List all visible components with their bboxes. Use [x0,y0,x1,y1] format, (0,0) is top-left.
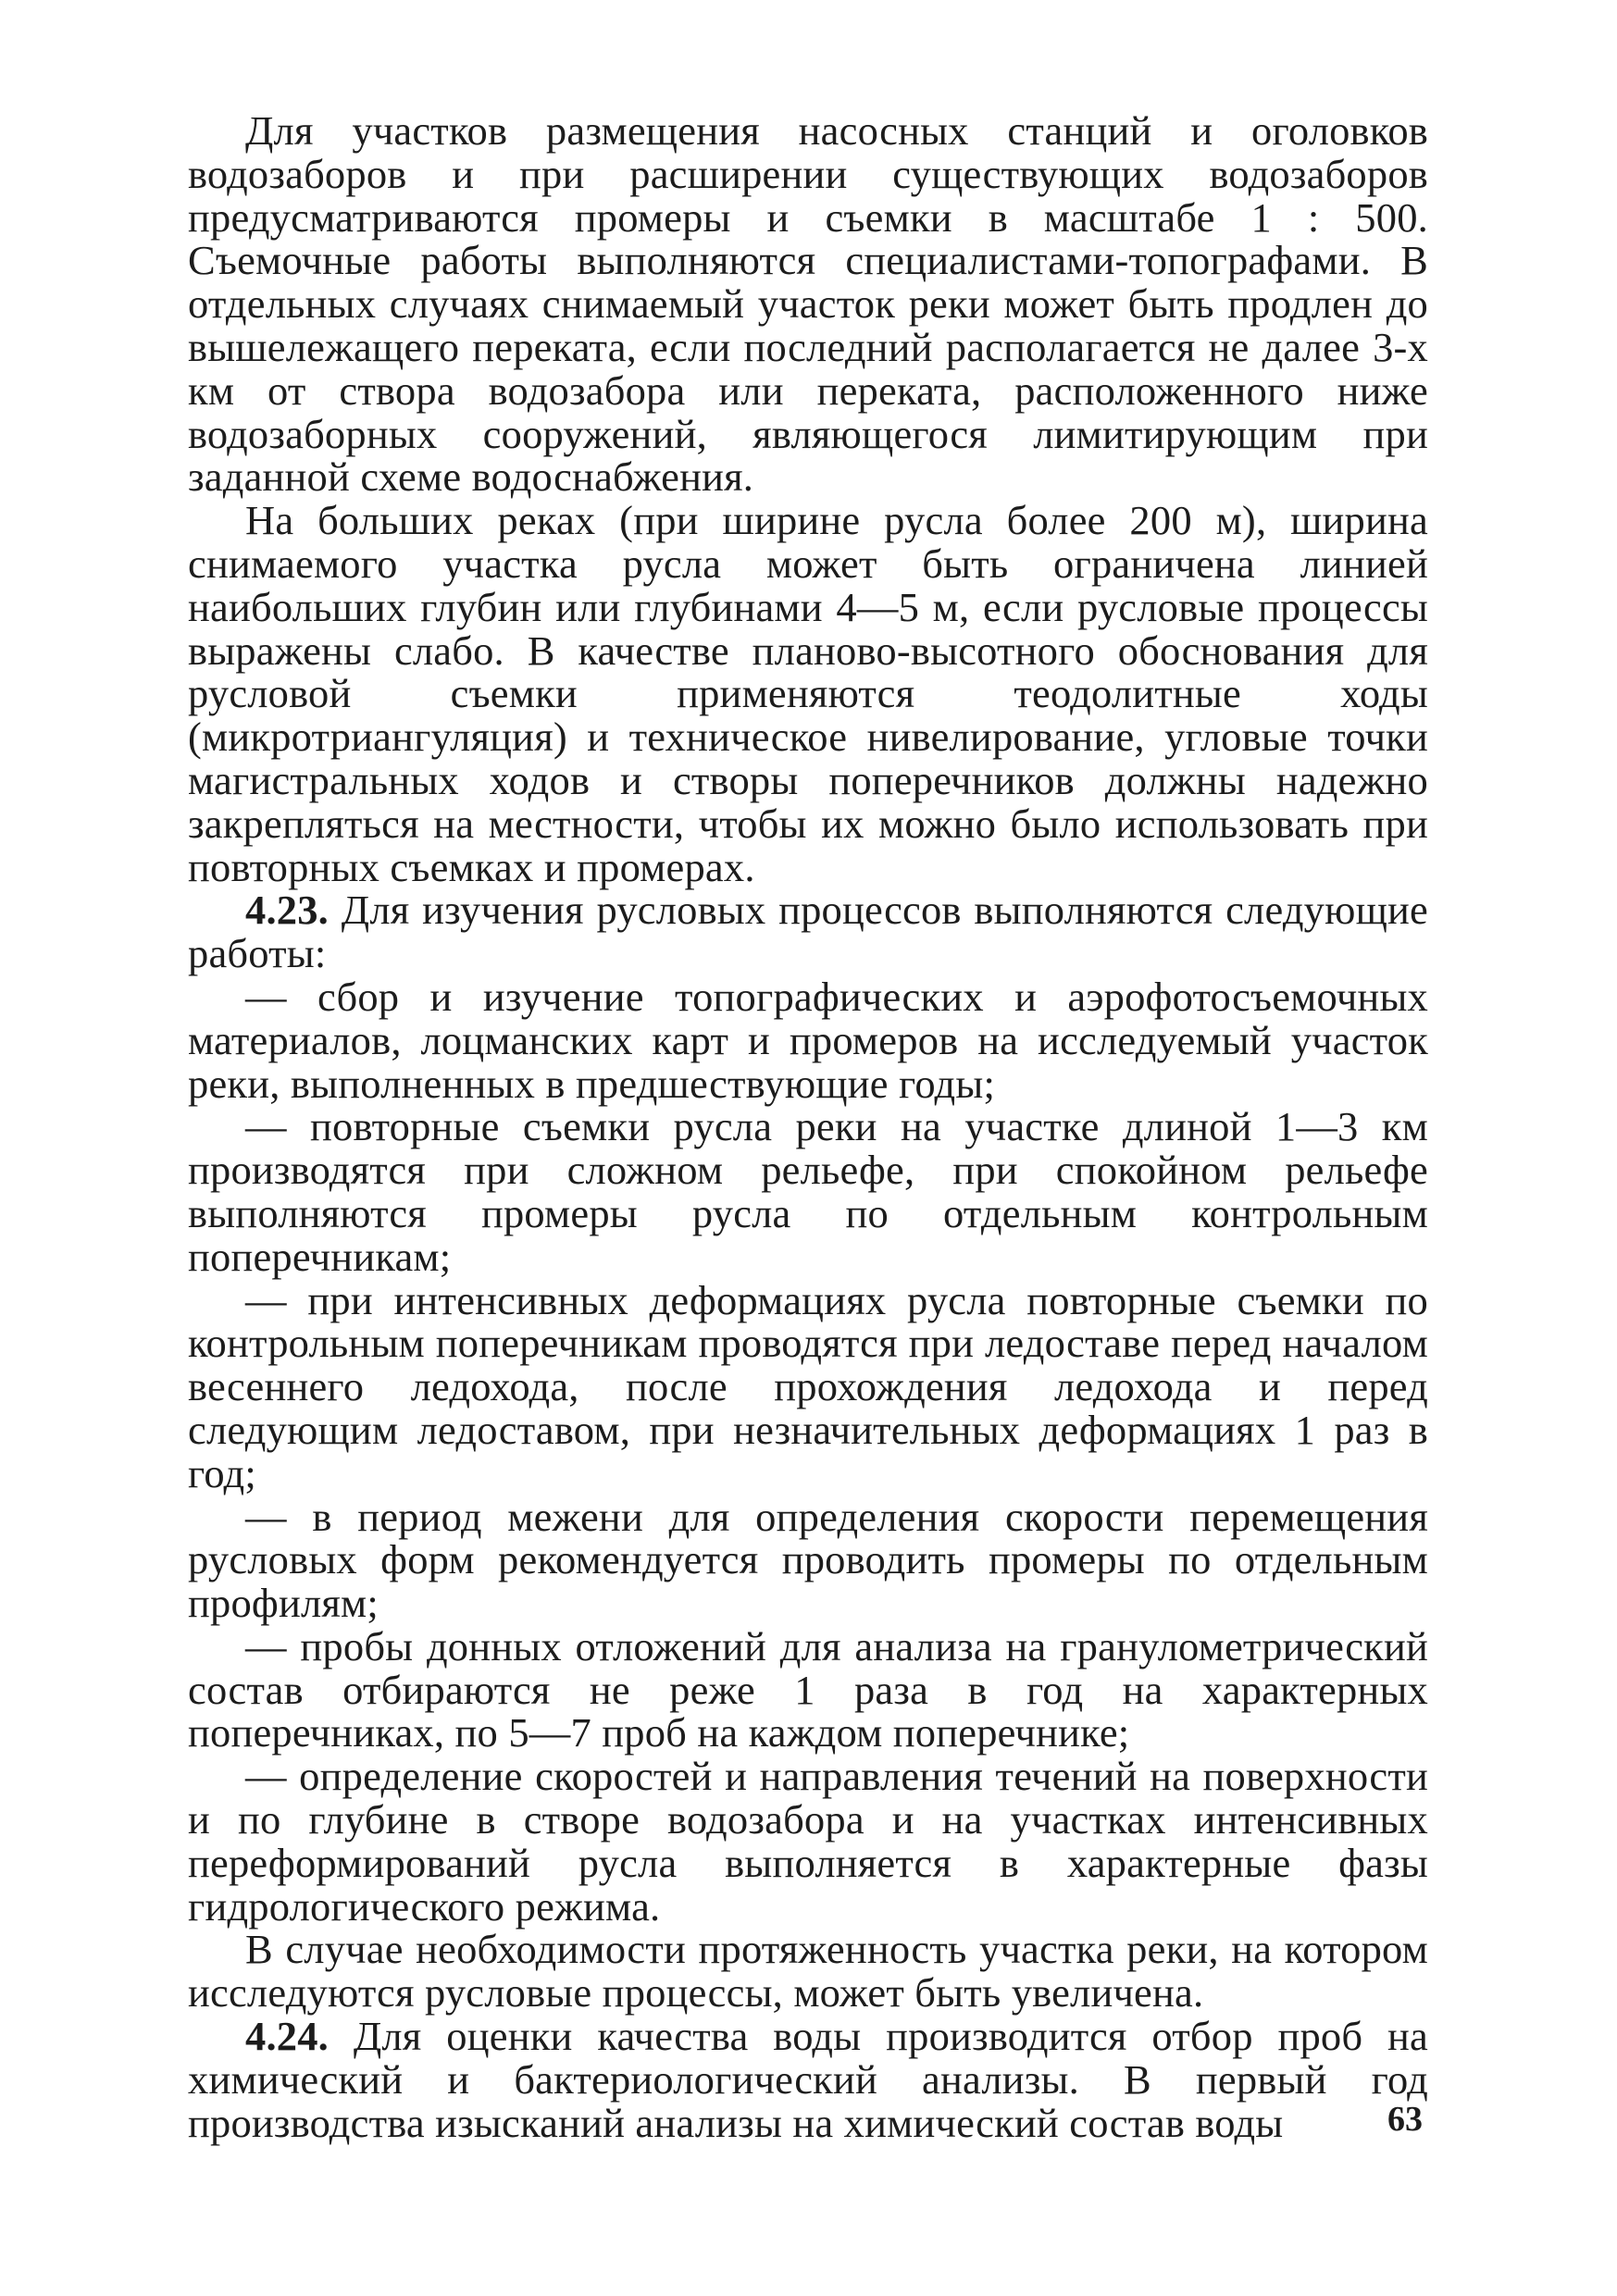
list-item-repeat-surveys [188,1105,1428,1278]
page-number: 63 [1387,2100,1423,2139]
list-item-sediment-samples [188,1622,1428,1756]
paragraph-text: В случае необходимости протяженность участка реки, на котором исследуются русловые процессы, может быть увеличена. [188,1926,1428,2017]
body-text [188,109,1428,2144]
list-item-deformations [188,1276,1428,1496]
section-number: 4.24. [245,2013,329,2060]
paragraph-text: Для участков размещения насосных станций и оголовков водозаборов и при расширении существующих водозаборов предусматриваются промеры и съемки в масштабе 1 : 500. Съемочные работы выполняются специалистами-топографами. В отдельных случаях снимаемый участок реки может быть продлен до вышележащего переката, если последний располагается не далее 3-х км от створа водозабора или переката, расположенного ниже водозаборных сооружений, являющегося лимитирующим при заданной схеме водоснабжения. [188,107,1428,501]
paragraph-text: — определение скоростей и направления течений на поверхности и по глубине в створе водозабора и на участках интенсивных переформирований русла выполняется в характерные фазы гидрологического режима. [188,1753,1428,1930]
paragraph-pump-stations [188,109,1428,499]
paragraph-text: — при интенсивных деформациях русла повторные съемки по контрольным поперечникам проводятся при ледоставе перед началом весеннего ледохода, после прохождения ледохода и перед следующим ледоставом, при незначительных деформациях 1 раз в год; [188,1276,1428,1496]
paragraph-text: Для изучения русловых процессов выполняются следующие работы: [188,887,1428,977]
paragraph-text: — повторные съемки русла реки на участке длиной 1—3 км производятся при сложном рельефе, при спокойном рельефе выполняются промеры русла по отдельным контрольным поперечникам; [188,1103,1428,1280]
paragraph-text: На больших реках (при ширине русла более 200 м), ширина снимаемого участка русла может быть ограничена линией наибольших глубин или глубинами 4—5 м, если русловые процессы выражены слабо. В качестве планово-высотного обоснования для русловой съемки применяются теодолитные ходы (микротриангуляция) и техническое нивелирование, угловые точки магистральных ходов и створы поперечников должны надежно закрепляться на местности, чтобы их можно было использовать при повторных съемках и промерах. [188,497,1428,890]
paragraph-large-rivers [188,499,1428,888]
section-number: 4.23. [245,887,329,934]
section-4-23 [188,888,1428,975]
list-item-current-velocities [188,1755,1428,1928]
section-4-24 [188,2015,1428,2144]
list-item-low-water [188,1493,1428,1627]
paragraph-text: — пробы донных отложений для анализа на гранулометрический состав отбираются не реже 1 раза в год на характерных поперечниках, по 5—7 проб на каждом поперечнике; [188,1622,1428,1756]
paragraph-text: Для оценки качества воды производится отбор проб на химический и бактериологический анализы. В первый год производства изысканий анализы на химический состав воды [188,2013,1429,2146]
paragraph-text: — в период межени для определения скорости перемещения русловых форм рекомендуется проводить промеры по отдельным профилям; [188,1493,1428,1627]
paragraph-text: — сбор и изучение топографических и аэрофотосъемочных материалов, лоцманских карт и промеров на исследуемый участок реки, выполненных в предшествующие годы; [188,973,1428,1107]
paragraph-extension [188,1928,1428,2015]
list-item-materials [188,975,1428,1105]
